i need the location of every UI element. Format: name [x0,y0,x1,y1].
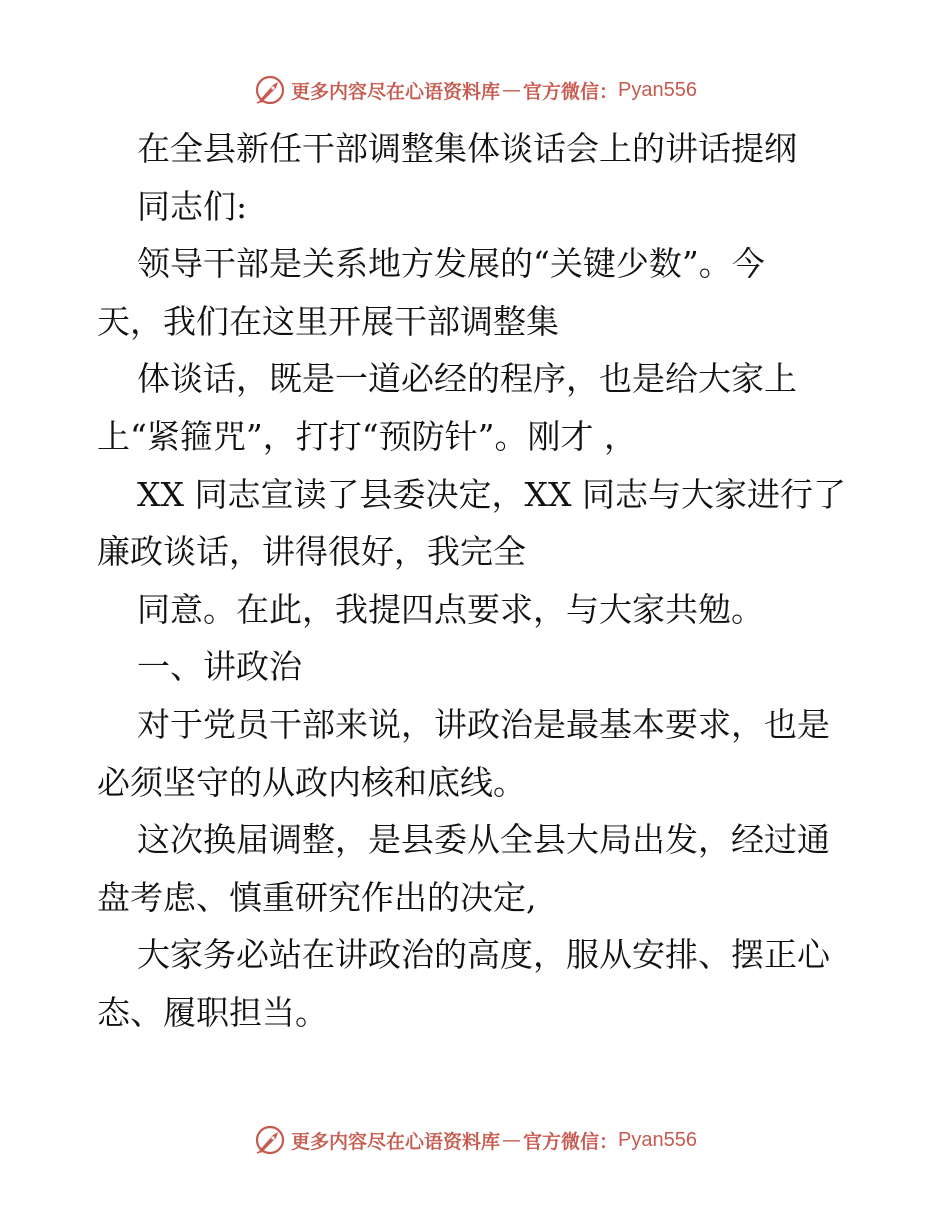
text-line: 廉政谈话，讲得很好，我完全 [97,532,526,572]
watermark-wechat-label: 官方微信： [523,1130,619,1153]
pen-nib-circle-icon [253,73,287,107]
text-line: 天，我们在这里开展干部调整集 [97,301,559,341]
text-line: XX 同志宣读了县委决定，XX 同志与大家进行了 [137,474,846,514]
document-body [97,120,857,1042]
watermark-wechat-id: Pyan556 [618,1128,697,1151]
text-line: 对于党员干部来说，讲政治是最基本要求，也是 [137,704,830,744]
section-heading: 一、讲政治 [137,647,302,687]
watermark-text: 更多内容尽在心语资料库 [291,1130,501,1153]
watermark-wechat-id: Pyan556 [618,78,697,101]
header-watermark-banner [0,70,950,110]
text-line: 领导干部是关系地方发展的“关键少数”。今 [137,244,765,284]
footer-watermark-banner [0,1120,950,1160]
pen-nib-circle-icon [253,1123,287,1157]
text-line: 体谈话，既是一道必经的程序，也是给大家上 [137,359,797,399]
salutation: 同志们: [137,186,248,226]
document-title: 在全县新任干部调整集体谈话会上的讲话提纲 [137,129,797,168]
watermark-text: 更多内容尽在心语资料库 [291,80,501,103]
text-line: 上“紧箍咒”，打打“预防针”。刚才 ， [97,416,637,456]
watermark-dash: — [502,79,522,101]
text-line: 大家务必站在讲政治的高度，服从安排、摆正心 [137,935,830,975]
text-line: 同意。在此，我提四点要求，与大家共勉。 [137,589,764,629]
watermark-wechat-label: 官方微信： [523,80,619,103]
watermark-dash: — [502,1129,522,1151]
text-line: 态、履职担当。 [97,992,328,1032]
text-line: 盘考虑、慎重研究作出的决定, [97,877,537,917]
text-line: 必须坚守的从政内核和底线。 [97,762,526,802]
text-line: 这次换届调整，是县委从全县大局出发，经过通 [137,820,830,860]
